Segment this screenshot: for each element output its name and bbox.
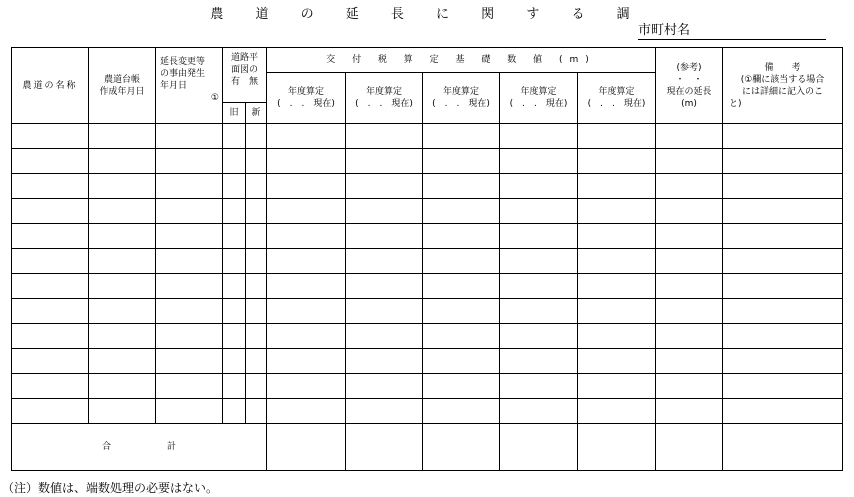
- entry-cell[interactable]: [578, 174, 656, 199]
- entry-cell[interactable]: [223, 349, 246, 374]
- entry-cell[interactable]: [656, 399, 723, 424]
- entry-cell[interactable]: [723, 199, 843, 224]
- entry-cell[interactable]: [423, 174, 500, 199]
- entry-cell[interactable]: [246, 249, 267, 274]
- entry-cell[interactable]: [346, 274, 423, 299]
- entry-cell[interactable]: [500, 149, 578, 174]
- entry-cell[interactable]: [89, 374, 156, 399]
- entry-cell[interactable]: [156, 349, 223, 374]
- entry-cell[interactable]: [267, 349, 346, 374]
- entry-cell[interactable]: [578, 199, 656, 224]
- entry-cell[interactable]: [500, 349, 578, 374]
- entry-cell[interactable]: [656, 174, 723, 199]
- entry-cell[interactable]: [12, 124, 89, 149]
- footnote: （注）数値は、端数処理の必要はない。: [2, 481, 219, 495]
- entry-cell[interactable]: [156, 324, 223, 349]
- entry-cell[interactable]: [89, 149, 156, 174]
- entry-cell[interactable]: [267, 374, 346, 399]
- table-row: [12, 199, 843, 224]
- entry-cell[interactable]: [156, 399, 223, 424]
- total-label: 合 計: [12, 424, 267, 471]
- entry-cell[interactable]: [500, 199, 578, 224]
- entry-cell[interactable]: [156, 149, 223, 174]
- entry-cell[interactable]: [346, 199, 423, 224]
- entry-cell[interactable]: [578, 124, 656, 149]
- entry-cell[interactable]: [423, 149, 500, 174]
- entry-cell[interactable]: [423, 124, 500, 149]
- total-cell[interactable]: [656, 424, 723, 471]
- entry-cell[interactable]: [89, 199, 156, 224]
- entry-cell[interactable]: [346, 249, 423, 274]
- table-row: [12, 224, 843, 249]
- entry-cell[interactable]: [723, 324, 843, 349]
- entry-cell[interactable]: [223, 274, 246, 299]
- entry-cell[interactable]: [656, 274, 723, 299]
- entry-cell[interactable]: [89, 174, 156, 199]
- total-cell[interactable]: [723, 424, 843, 471]
- entry-cell[interactable]: [12, 299, 89, 324]
- total-cell[interactable]: [267, 424, 346, 471]
- entry-cell[interactable]: [89, 124, 156, 149]
- entry-cell[interactable]: [267, 399, 346, 424]
- entry-cell[interactable]: [246, 324, 267, 349]
- entry-cell[interactable]: [246, 174, 267, 199]
- entry-cell[interactable]: [423, 399, 500, 424]
- table-row: [12, 349, 843, 374]
- header-year-calc-1: 年度算定 ( . . 現在): [267, 73, 346, 124]
- entry-cell[interactable]: [346, 224, 423, 249]
- municipality-name-field[interactable]: 市町村名: [638, 23, 826, 40]
- entry-cell[interactable]: [156, 199, 223, 224]
- header-year-calc-2: 年度算定 ( . . 現在): [346, 73, 423, 124]
- entry-cell[interactable]: [723, 149, 843, 174]
- entry-cell[interactable]: [500, 174, 578, 199]
- entry-cell[interactable]: [246, 374, 267, 399]
- header-year-calc-4: 年度算定 ( . . 現在): [500, 73, 578, 124]
- entry-cell[interactable]: [156, 224, 223, 249]
- entry-cell[interactable]: [246, 274, 267, 299]
- entry-cell[interactable]: [346, 349, 423, 374]
- entry-cell[interactable]: [578, 299, 656, 324]
- table-row: [12, 249, 843, 274]
- entry-cell[interactable]: [223, 149, 246, 174]
- entry-cell[interactable]: [89, 274, 156, 299]
- entry-cell[interactable]: [423, 324, 500, 349]
- entry-cell[interactable]: [267, 224, 346, 249]
- entry-cell[interactable]: [656, 324, 723, 349]
- entry-cell[interactable]: [423, 249, 500, 274]
- header-remarks: 備 考 (①欄に該当する場合 には詳細に記入のこ と): [723, 48, 843, 124]
- entry-cell[interactable]: [423, 374, 500, 399]
- entry-cell[interactable]: [423, 299, 500, 324]
- entry-cell[interactable]: [89, 224, 156, 249]
- entry-cell[interactable]: [12, 199, 89, 224]
- entry-cell[interactable]: [267, 124, 346, 149]
- entry-cell[interactable]: [12, 274, 89, 299]
- entry-cell[interactable]: [246, 124, 267, 149]
- total-cell[interactable]: [423, 424, 500, 471]
- entry-cell[interactable]: [223, 299, 246, 324]
- entry-cell[interactable]: [723, 374, 843, 399]
- entry-cell[interactable]: [656, 349, 723, 374]
- entry-cell[interactable]: [723, 124, 843, 149]
- entry-cell[interactable]: [723, 299, 843, 324]
- entry-cell[interactable]: [156, 274, 223, 299]
- total-cell[interactable]: [578, 424, 656, 471]
- entry-cell[interactable]: [500, 124, 578, 149]
- entry-cell[interactable]: [12, 399, 89, 424]
- entry-cell[interactable]: [223, 249, 246, 274]
- header-new: 新: [246, 103, 267, 124]
- total-cell[interactable]: [500, 424, 578, 471]
- entry-cell[interactable]: [723, 274, 843, 299]
- entry-cell[interactable]: [656, 249, 723, 274]
- entry-cell[interactable]: [578, 249, 656, 274]
- table-row: [12, 174, 843, 199]
- entry-cell[interactable]: [267, 299, 346, 324]
- entry-cell[interactable]: [246, 349, 267, 374]
- entry-cell[interactable]: [723, 249, 843, 274]
- entry-cell[interactable]: [500, 249, 578, 274]
- entry-cell[interactable]: [156, 124, 223, 149]
- entry-cell[interactable]: [223, 324, 246, 349]
- entry-cell[interactable]: [723, 224, 843, 249]
- header-reference-length: (参考) ・ ・ 現在の延長 (m): [656, 48, 723, 124]
- entry-cell[interactable]: [12, 174, 89, 199]
- circle-one-mark: ①: [210, 93, 219, 103]
- table-row: [12, 149, 843, 174]
- table-row: [12, 299, 843, 324]
- entry-cell[interactable]: [346, 324, 423, 349]
- form-title: 農 道 の 延 長 に 関 す る 調: [210, 7, 644, 22]
- entry-cell[interactable]: [223, 124, 246, 149]
- entry-cell[interactable]: [723, 399, 843, 424]
- entry-cell[interactable]: [246, 399, 267, 424]
- entry-cell[interactable]: [267, 174, 346, 199]
- table-row: [12, 399, 843, 424]
- entry-cell[interactable]: [223, 174, 246, 199]
- table-row: [12, 374, 843, 399]
- entry-cell[interactable]: [346, 149, 423, 174]
- entry-cell[interactable]: [578, 324, 656, 349]
- entry-cell[interactable]: [423, 199, 500, 224]
- entry-cell[interactable]: [723, 174, 843, 199]
- entry-cell[interactable]: [267, 324, 346, 349]
- header-old: 旧: [223, 103, 246, 124]
- total-cell[interactable]: [346, 424, 423, 471]
- entry-cell[interactable]: [423, 274, 500, 299]
- entry-cell[interactable]: [246, 299, 267, 324]
- entry-cell[interactable]: [267, 249, 346, 274]
- road-length-table: [11, 47, 843, 471]
- entry-cell[interactable]: [156, 299, 223, 324]
- entry-cell[interactable]: [223, 374, 246, 399]
- entry-cell[interactable]: [89, 399, 156, 424]
- entry-cell[interactable]: [12, 349, 89, 374]
- header-tax-basis: 交 付 税 算 定 基 礎 数 値 (m): [267, 48, 656, 73]
- entry-cell[interactable]: [223, 399, 246, 424]
- entry-cell[interactable]: [12, 224, 89, 249]
- entry-cell[interactable]: [346, 174, 423, 199]
- entry-cell[interactable]: [578, 374, 656, 399]
- entry-cell[interactable]: [267, 149, 346, 174]
- entry-cell[interactable]: [423, 224, 500, 249]
- header-ledger-date: 農道台帳 作成年月日: [89, 48, 156, 124]
- entry-cell[interactable]: [223, 199, 246, 224]
- entry-cell[interactable]: [500, 299, 578, 324]
- entry-cell[interactable]: [346, 399, 423, 424]
- entry-cell[interactable]: [156, 374, 223, 399]
- entry-cell[interactable]: [246, 224, 267, 249]
- entry-cell[interactable]: [267, 274, 346, 299]
- entry-cell[interactable]: [656, 199, 723, 224]
- table-row: [12, 324, 843, 349]
- entry-cell[interactable]: [500, 324, 578, 349]
- entry-cell[interactable]: [346, 299, 423, 324]
- entry-cell[interactable]: [656, 374, 723, 399]
- entry-cell[interactable]: [156, 174, 223, 199]
- entry-cell[interactable]: [500, 374, 578, 399]
- entry-cell[interactable]: [12, 149, 89, 174]
- entry-cell[interactable]: [656, 224, 723, 249]
- entry-cell[interactable]: [246, 199, 267, 224]
- entry-cell[interactable]: [500, 274, 578, 299]
- entry-cell[interactable]: [267, 199, 346, 224]
- entry-cell[interactable]: [12, 249, 89, 274]
- entry-cell[interactable]: [578, 349, 656, 374]
- table-row: [12, 274, 843, 299]
- entry-cell[interactable]: [89, 324, 156, 349]
- entry-cell[interactable]: [578, 399, 656, 424]
- entry-cell[interactable]: [578, 224, 656, 249]
- entry-cell[interactable]: [12, 374, 89, 399]
- entry-cell[interactable]: [656, 299, 723, 324]
- header-road-name: 農道の名称: [12, 48, 89, 124]
- header-year-calc-5: 年度算定 ( . . 現在): [578, 73, 656, 124]
- entry-cell[interactable]: [578, 274, 656, 299]
- entry-cell[interactable]: [723, 349, 843, 374]
- entry-cell[interactable]: [656, 149, 723, 174]
- entry-cell[interactable]: [500, 224, 578, 249]
- entry-cell[interactable]: [346, 374, 423, 399]
- table-row: [12, 124, 843, 149]
- entry-cell[interactable]: [89, 349, 156, 374]
- entry-cell[interactable]: [423, 349, 500, 374]
- entry-cell[interactable]: [223, 224, 246, 249]
- entry-cell[interactable]: [500, 399, 578, 424]
- entry-cell[interactable]: [578, 149, 656, 174]
- entry-cell[interactable]: [346, 124, 423, 149]
- entry-cell[interactable]: [12, 324, 89, 349]
- entry-cell[interactable]: [656, 124, 723, 149]
- entry-cell[interactable]: [89, 249, 156, 274]
- entry-cell[interactable]: [156, 249, 223, 274]
- header-reason-date: 延長変更等 の事由発生 年月日 ①: [156, 48, 223, 124]
- header-year-calc-3: 年度算定 ( . . 現在): [423, 73, 500, 124]
- entry-cell[interactable]: [89, 299, 156, 324]
- entry-cell[interactable]: [246, 149, 267, 174]
- header-plan-map: 道路平 面図の 有 無: [223, 48, 267, 103]
